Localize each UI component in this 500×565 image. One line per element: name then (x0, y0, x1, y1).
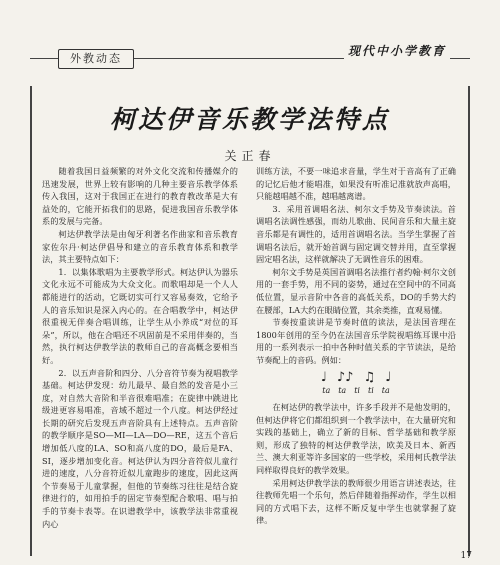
paragraph: 在柯达伊的教学法中，许多手段并不是他发明的，但柯达伊将它们都组织到一个教学法中，在大量研究和实践的基础上，确立了新的目标、哲学基础和教学原则，形成了独特的柯达伊教学法，欧美及日本、新西兰、澳大利亚等许多国家的一些学校，采用柯氏教学法同样取得良好的教学效果。 (256, 402, 456, 476)
paragraph: 随着我国日益频繁的对外文化交流和传播媒介的迅速发展，世界上较有影响的几种主要音乐教学体系传入我国，这对于我国正在进行的教育教改革是大有益处的，它能开拓我们的思路，促进我国音乐教学体系的发展与完备。 (42, 166, 238, 227)
paragraph: 柯尔文手势是英国首调唱名法推行者约翰·柯尔文创用的一套手势，用不同的姿势，通过在空间中的不同高低位置，显示音阶中各音的高低关系，DO的手势大约在腰部，LA大约在眼睛位置，其余类推，直观易懂。 (256, 266, 456, 315)
note-symbol: ♫ (363, 369, 376, 385)
paragraph: 采用柯达伊教学法的教师很少用语言讲述表达，往往教师先唱一个乐句，然后伴随着指挥动作，学生以相同的方式唱下去，这样不断反复中学生也就掌握了旋律。 (256, 477, 456, 526)
note-symbol: ♩ (385, 369, 392, 385)
rhythm-syllable: ta (338, 385, 347, 395)
paragraph: 训练方法，不要一味追求音量，学生对于音高有了正确的记忆后他才能唱准，如果没有听准记准就放声高唱，只能越唱越不准，越唱越离谱。 (256, 166, 456, 202)
article-author: 关正春 (224, 149, 276, 163)
rhythm-example-syllables (256, 385, 456, 398)
section-tag: 外教动态 (58, 49, 134, 69)
page-number: 17 (460, 551, 472, 561)
note-symbol: ♪♪ (336, 369, 354, 385)
rhythm-syllable: ti (367, 385, 374, 395)
rhythm-syllable: ta (322, 385, 331, 395)
note-symbol: ♩ (320, 369, 327, 385)
rhythm-syllable: ta (381, 385, 390, 395)
rhythm-syllable: ti (354, 385, 360, 395)
journal-name: 现代中小学教育 (344, 42, 450, 59)
paragraph: 柯达伊教学法是由匈牙利著名作曲家和音乐教育家佐尔丹·柯达伊倡导和建立的音乐教育体系和教学法，其主要特点如下： (42, 228, 238, 265)
left-column (42, 165, 238, 560)
paragraph: 节奏按重读讲是节奏时值的读法，是法国音理在1800年创用的至今仍在法国音乐学院视唱练耳课中沿用的一系列表示一拍中各种时值关系的字节读法，是给节奏配上的音码。例如： (256, 317, 456, 365)
paragraph: 2．以五声音阶和四分、八分音符节奏为视唱教学基础。柯达伊发现：幼儿最早、最自然的发音是小三度，对自然大音阶和半音很难唱准；在旋律中跳进比级进更容易唱准，音域不超过一个八度。柯达伊经过长期的研究后发现五声音阶具有上述特点。五声音阶的教学顺序是SO—MI—LA—DO—RE，这五个音后增加低八度的LA、SO和高八度的DO，最后是FA、SI，逐步增加变化音。柯达伊认为四分音符似儿童行进的速度，八分音符近似儿童跑步的速度，因此这两个节奏易于儿童掌握，但他的节奏练习往往是结合旋律进行的，如用拍手的固定节奏型配合歌唱、唱与拍手的节奏卡表等。在识谱教学中，该教学法非常重视内心 (42, 367, 238, 529)
paragraph: 3．采用首调唱名法、柯尔文手势及节奏读法。首调唱名法调性感强，而幼儿歌曲、民间音乐和大量主旋音乐都是有调性的，适用首调唱名法。当学生掌握了首调唱名法后，就开始首调与固定调交替并用，直至掌握固定唱名法，这样就解决了无调性音乐的困难。 (256, 203, 456, 265)
paragraph: 1．以集体歌唱为主要教学形式。柯达伊认为器乐文化永远不可能成为大众文化。而歌唱却是一个人人都能进行的活动，它既切实可行又容易奏效，它给予人的音乐知识是深入内心的。在合唱教学中，柯达伊很重视无伴奏合唱训练，让学生从小养成“对位的耳朵”，所以，他在合唱还不巩固前是不采用伴奏的，当然，执行柯达伊教学法的教师自己的音高概念要相当好。 (42, 266, 238, 365)
right-column (256, 165, 456, 560)
article-title: 柯达伊音乐教学法特点 (109, 105, 390, 134)
rhythm-example-notes (256, 370, 456, 385)
